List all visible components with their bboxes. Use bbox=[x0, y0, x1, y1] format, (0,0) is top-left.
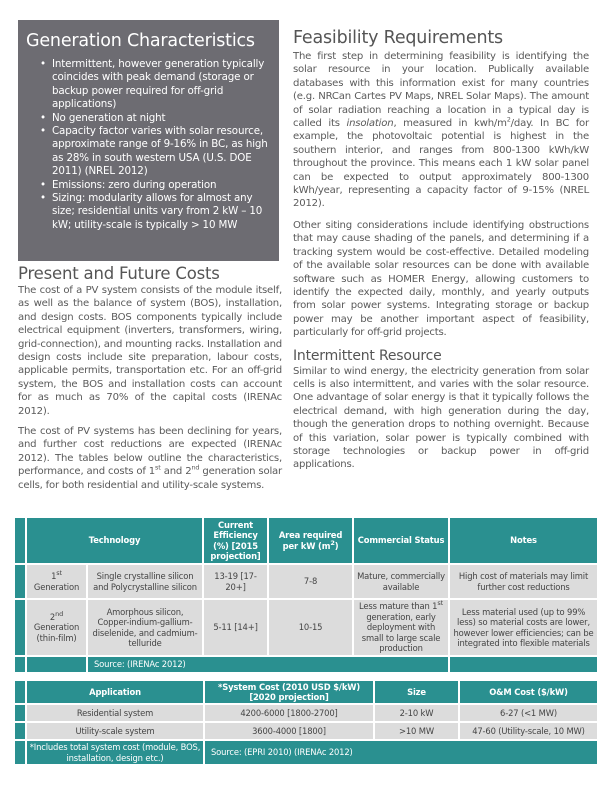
text-span: , measured in kwh/m bbox=[393, 118, 507, 130]
intermittent-title: Intermittent Resource bbox=[293, 347, 442, 364]
header-technology: Technology bbox=[26, 517, 203, 564]
table-stub-cell bbox=[14, 517, 26, 564]
table-empty-cell bbox=[26, 656, 87, 673]
text-span: The first step in determining feasibility is identifying the solar resource in your location. Publically available databases with this information exist for many countries (e.g. NRCan Cartes PV Maps, NREL Solar Maps). The amount of solar radiation reaching a location in a typical day is called its bbox=[293, 51, 589, 130]
costs-title: Present and Future Costs bbox=[18, 264, 220, 283]
table-stub-cell bbox=[14, 564, 26, 599]
efficiency-cell: 13-19 [17-20+] bbox=[203, 564, 268, 599]
feasibility-paragraph-2: Other siting considerations include identifying obstructions that may cause shading of the panels, and determining if a tracking system would be cost-effective. Detailed modeling of the available solar resources can be done with available software such as HOMER Energy, allowing customers to identify the expected daily, monthly, and yearly outputs from solar power systems. Integrating storage or backup power may be another important aspect of feasibility, particularly for off-grid projects. bbox=[293, 219, 589, 339]
text-span: and 2 bbox=[160, 466, 192, 478]
header-om-cost: O&M Cost ($/kW) bbox=[459, 680, 598, 704]
table-stub-cell bbox=[14, 722, 26, 740]
application-cell: Utility-scale system bbox=[26, 722, 204, 740]
text-span: generation, early deployment with small to large scale production bbox=[361, 611, 441, 654]
om-cost-cell: 6-27 (<1 MW) bbox=[459, 704, 598, 722]
table-stub-cell bbox=[14, 704, 26, 722]
list-item: • Intermittent, however generation typically coincides with peak demand (storage or backup power required for off-grid applications) bbox=[40, 58, 271, 112]
text-span: The cost of PV systems has been declining for years, and further cost reductions are expected (IRENAc 2012). The tables below outline the characteristics, performance, and costs of 1 bbox=[18, 426, 282, 478]
size-cell: >10 MW bbox=[374, 722, 459, 740]
table-row bbox=[14, 599, 598, 656]
status-cell bbox=[353, 599, 449, 656]
header-commercial-status: Commercial Status bbox=[353, 517, 449, 564]
area-cell: 10-15 bbox=[268, 599, 353, 656]
size-cell: 2-10 kW bbox=[374, 704, 459, 722]
feasibility-paragraph-1 bbox=[293, 50, 589, 211]
om-cost-cell: 47-60 (Utility-scale, 10 MW) bbox=[459, 722, 598, 740]
table-header-row bbox=[14, 517, 598, 564]
table-stub-cell bbox=[14, 599, 26, 656]
superscript: 2 bbox=[506, 115, 511, 124]
cost-table bbox=[13, 679, 599, 766]
header-area bbox=[268, 517, 353, 564]
intermittent-paragraph: Similar to wind energy, the electricity generation from solar cells is also intermittent, and varies with the solar resource. One advantage of solar energy is that it typically follows the electrical demand, with high generation during the day, though the generation drops to nothing overnight. Because of this variation, solar power is typically combined with storage technologies or backup power in off-grid applications. bbox=[293, 365, 589, 471]
superscript: 2 bbox=[330, 538, 335, 547]
technology-cell: Amorphous silicon, Copper-indium-gallium-diselenide, and cadmium-telluride bbox=[87, 599, 203, 656]
text-span: Generation bbox=[33, 581, 80, 592]
list-item: • No generation at night bbox=[40, 112, 271, 125]
superscript: st bbox=[437, 599, 443, 608]
feasibility-title: Feasibility Requirements bbox=[293, 28, 503, 48]
system-cost-cell: 3600-4000 [1800] bbox=[204, 722, 374, 740]
system-cost-cell: 4200-6000 [1800-2700] bbox=[204, 704, 374, 722]
application-cell: Residential system bbox=[26, 704, 204, 722]
text-span: /day. In BC for example, the photovoltaic potential is highest in the southern interior, and ranges from 800-1300 kWh/kW throughout the province. This means each 1 kW solar panel can be expected to output approximately 800-1300 kWh/year, representing a capacity factor of 9-15% (NREL 2012). bbox=[293, 118, 589, 210]
header-application: Application bbox=[26, 680, 204, 704]
table-source-row bbox=[14, 656, 598, 673]
insolation-term: insolation bbox=[346, 118, 394, 130]
costs-paragraph-2 bbox=[18, 425, 282, 492]
generation-characteristics-list bbox=[26, 58, 271, 232]
generation-cell bbox=[26, 599, 87, 656]
costs-section bbox=[18, 264, 282, 492]
header-system-cost: *System Cost (2010 USD $/kW) [2020 projection] bbox=[204, 680, 374, 704]
header-size: Size bbox=[374, 680, 459, 704]
text-span: generation solar cells, for both residential and utility-scale systems. bbox=[18, 466, 282, 491]
notes-cell: Less material used (up to 99% less) so material costs are lower, however lower efficiencies; can be integrated into flexible materials bbox=[449, 599, 598, 656]
text-span: Less mature than 1 bbox=[359, 601, 438, 612]
list-item: • Emissions: zero during operation bbox=[40, 179, 271, 192]
status-cell: Mature, commercially available bbox=[353, 564, 449, 599]
table-row bbox=[14, 564, 598, 599]
table-footer-row bbox=[14, 740, 598, 765]
costs-paragraph-1: The cost of a PV system consists of the module itself, as well as the balance of system (BOS), installation, and design costs. BOS components typically include electrical equipment (inverters, transformers, wiring, grid-connection), and mounting racks. Installation and design costs include site preparation, labour costs, applicable permits, transportation etc. For an off-grid system, the BOS and installation costs can account for as much as 70% of the capital costs (IRENAc 2012). bbox=[18, 285, 282, 417]
table-stub-cell bbox=[14, 740, 26, 765]
superscript: nd bbox=[55, 610, 64, 619]
text-span: 1 bbox=[51, 571, 57, 582]
generation-characteristics-box bbox=[18, 20, 279, 261]
list-item: • Capacity factor varies with solar resource, approximate range of 9-16% in BC, as high as 28% in south western USA (U.S. DOE 2011) (NREL 2012) bbox=[40, 125, 271, 179]
text-span: Generation (thin-film) bbox=[33, 622, 80, 643]
header-notes: Notes bbox=[449, 517, 598, 564]
superscript: st bbox=[56, 569, 62, 578]
text-span: Area required per kW (m bbox=[278, 530, 343, 551]
efficiency-cell: 5-11 [14+] bbox=[203, 599, 268, 656]
table-stub-cell bbox=[14, 656, 26, 673]
header-efficiency: Current Efficiency (%) [2015 projection] bbox=[203, 517, 268, 564]
table-source: Source: (EPRI 2010) (IRENAc 2012) bbox=[204, 740, 598, 765]
technology-cell: Single crystalline silicon and Polycrystalline silicon bbox=[87, 564, 203, 599]
table-empty-cell bbox=[449, 656, 598, 673]
notes-cell: High cost of materials may limit further cost reductions bbox=[449, 564, 598, 599]
generation-characteristics-title: Generation Characteristics bbox=[26, 31, 255, 51]
table-header-row bbox=[14, 680, 598, 704]
table-stub-cell bbox=[14, 680, 26, 704]
feasibility-section bbox=[293, 27, 589, 472]
technology-table bbox=[13, 516, 599, 674]
table-source: Source: (IRENAc 2012) bbox=[87, 656, 449, 673]
table-footnote: *Includes total system cost (module, BOS, installation, design etc.) bbox=[26, 740, 204, 765]
generation-cell bbox=[26, 564, 87, 599]
text-span: ) bbox=[334, 540, 339, 551]
superscript: st bbox=[155, 463, 161, 472]
superscript: nd bbox=[191, 463, 200, 472]
table-row bbox=[14, 704, 598, 722]
table-row bbox=[14, 722, 598, 740]
area-cell: 7-8 bbox=[268, 564, 353, 599]
text-span: 2 bbox=[49, 611, 56, 622]
list-item: • Sizing: modularity allows for almost any size; residential units vary from 2 kW – 10 kW; utility-scale is typically > 10 MW bbox=[40, 192, 271, 232]
